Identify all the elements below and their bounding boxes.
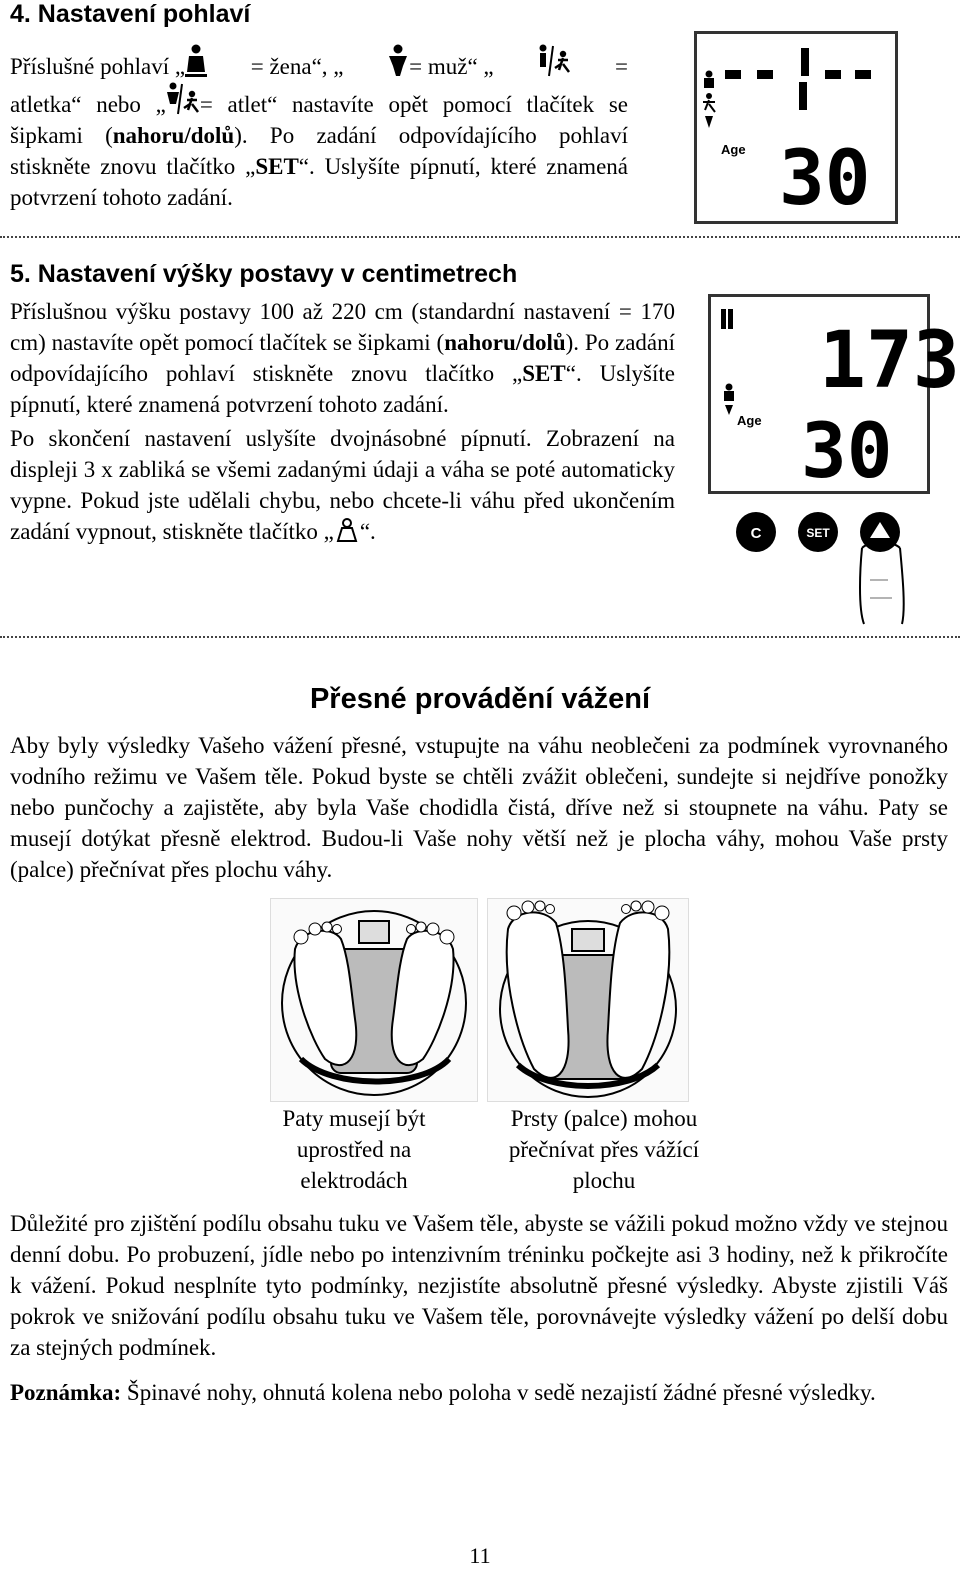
caption-left: Paty musejí být uprostřed na elektrodách (282, 1106, 426, 1193)
lcd-age-label: Age (737, 413, 762, 428)
woman-icon (185, 44, 207, 78)
female-athlete-icon (537, 44, 571, 78)
clear-button-label: C (750, 525, 762, 542)
page-number: 11 (469, 1543, 491, 1568)
feet-centered-image (270, 898, 478, 1102)
text-fragment (537, 44, 571, 82)
note-paragraph (10, 1377, 948, 1408)
note-label: Poznámka: (10, 1380, 122, 1405)
caption-right: Prsty (palce) mohou přečnívat přes vážící plochu (508, 1106, 700, 1193)
lcd-segments (711, 297, 960, 495)
fat-measurement-paragraph: Důležité pro zjištění podílu obsahu tuku ve Vašem těle, abyste se vážili pokud možno vždy ve stejnou denní dobu. Po probuzení, jídle nebo po intenzivním tréninku počkejte asi 3 hodiny, než k přikročíte k vážení. Pokud nesplníte tyto podmínky, nezjistíte absolutně přesné výsledky. Abyste zjistili Váš pokrok ve snižování podílu obsahu tuku ve Vašem těle, porovnávejte výsledky vážení po delší dobu za stejných podmínek. (10, 1211, 948, 1360)
lcd-age-value: 30 (801, 406, 893, 495)
text-fragment: = (615, 54, 628, 79)
lcd-age-label: Age (721, 142, 746, 157)
finger-icon (860, 542, 904, 624)
note-text: Špinavé nohy, ohnutá kolena nebo poloha v sedě nezajistí žádné přesné výsledky. (121, 1380, 876, 1405)
section-5-heading: 5. Nastavení výšky postavy v centimetrech (10, 260, 518, 288)
text-fragment: Příslušné pohlaví „ (10, 44, 207, 82)
section-4-heading: 4. Nastavení pohlaví (10, 0, 251, 28)
male-athlete-icon (166, 82, 200, 116)
buttons-svg (730, 508, 930, 628)
section-5-text (10, 296, 675, 547)
section-divider (0, 636, 960, 638)
lcd-height-value: 173 (819, 316, 960, 406)
lcd-segments (697, 34, 895, 221)
section-4-text: Příslušné pohlaví „ = žena“, „ = muž“ „ = atletka“ nebo „ = atlet“ nastavíte opět pomocí tlačítek se šipkami (nahoru/dolů). Po zadání odpovídajícího pohlaví stiskněte znovu tlačítko „SET“. Uslyšíte pípnutí, které znamená potvrzení tohoto zadání. (10, 42, 628, 213)
paragraph: Po skončení nastavení uslyšíte dvojnásobné pípnutí. Zobrazení na displeji 3 x zabliká se všemi zadanými údaji a váha se poté automaticky vypne. Pokud jste udělali chybu, nebo chcete-li váhu před ukončením zadání vypnout, stiskněte tlačítko „ “. (10, 426, 675, 544)
text-fragment: = žena“, „ (250, 54, 344, 79)
scale-off-icon (334, 517, 360, 543)
lcd-age-value: 30 (779, 133, 871, 222)
weighing-paragraph: Aby byly výsledky Vašeho vážení přesné, vstupujte na váhu neoblečeni za podmínek vyrovnaného vodního režimu ve Vašem těle. Pokud byste se chtěli zvážit oblečeni, sundejte si nejdříve ponožky nebo punčochy a zajistěte, aby byla Vaše chodidla čistá, dříve než si stoupnete na váhu. Paty se musejí dotýkat přesně elektrod. Budou-li Vaše nohy větší než je plocha váhy, mohou Vaše prsty (palce) přečnívat přes plochu váhy. (10, 733, 948, 882)
man-icon (387, 44, 409, 78)
paragraph: Příslušnou výšku postavy 100 až 220 cm (standardní nastavení = 170 cm) nastavíte opět pomocí tlačítek se šipkami (nahoru/dolů). Po zadání odpovídajícího pohlaví stiskněte znovu tlačítko „SET“. Uslyšíte pípnutí, které znamená potvrzení tohoto zadání. (10, 299, 675, 417)
lcd-display-gender (694, 31, 898, 224)
feet-overhang-image (487, 898, 689, 1102)
button-illustration (730, 508, 930, 628)
section-divider (0, 236, 960, 238)
text-fragment: = muž“ „ (387, 44, 494, 82)
weighing-title: Přesné provádění vážení (309, 683, 651, 715)
set-button-label: SET (806, 526, 830, 540)
lcd-display-height (708, 294, 960, 495)
